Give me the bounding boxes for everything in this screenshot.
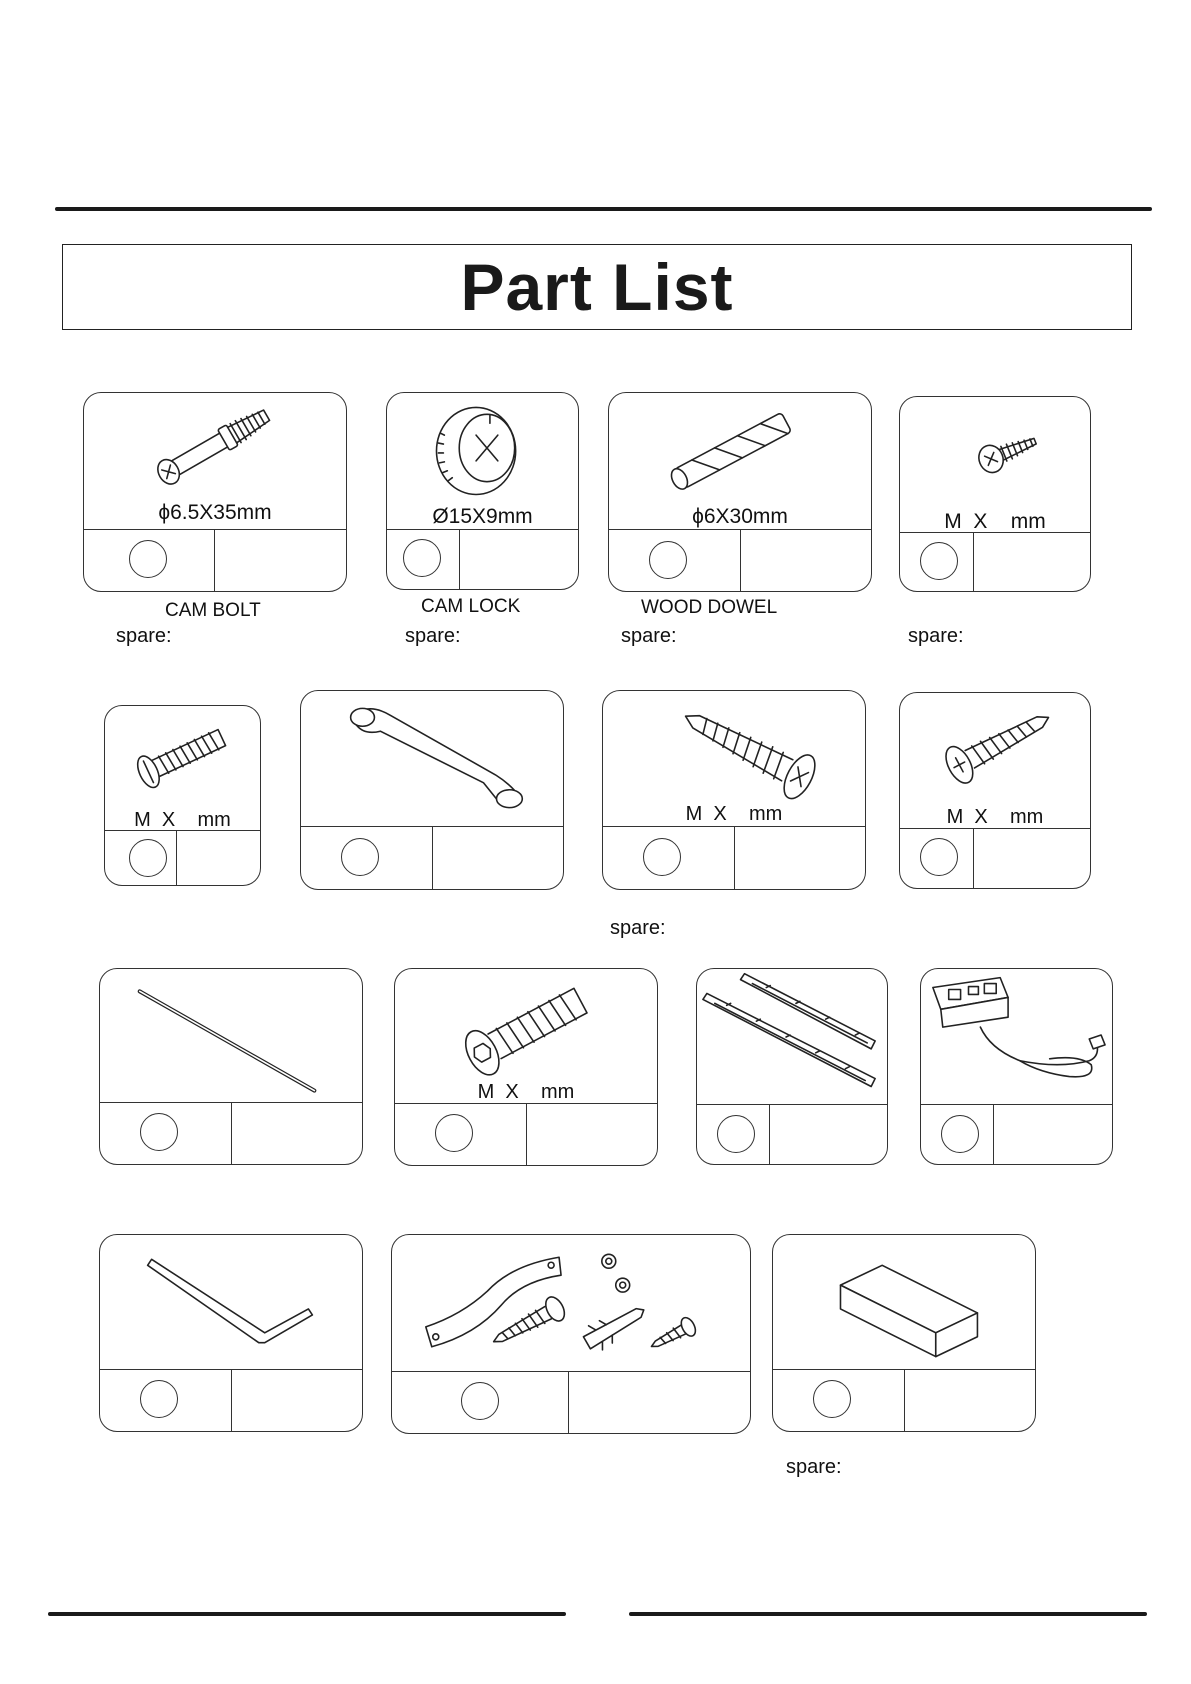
wood-dowel-icon [609, 393, 871, 503]
part-card-rod [99, 968, 363, 1165]
power-socket-icon [921, 969, 1112, 1107]
part-label: WOOD DOWEL [641, 597, 778, 618]
bottom-rule-left [48, 1612, 566, 1616]
part-card-handle [300, 690, 564, 890]
wood-screw-icon [900, 693, 1090, 803]
part-spec: M X mm [685, 803, 783, 825]
part-card-drawer-slide [696, 968, 888, 1165]
part-spec: ϕ6X30mm [692, 505, 788, 528]
part-qty-row [609, 529, 871, 591]
part-qty-row [84, 529, 346, 591]
part-qty-row [100, 1102, 362, 1164]
part-number-circle [140, 1380, 178, 1418]
title-box [62, 244, 1132, 330]
part-qty-row [105, 830, 260, 885]
part-qty-row [900, 828, 1090, 888]
part-card-small-screw [899, 396, 1091, 592]
part-qty-row [603, 826, 865, 889]
part-card-wood-screw-large [602, 690, 866, 890]
part-number-circle [717, 1115, 755, 1153]
part-qty-row [697, 1104, 887, 1164]
part-number-circle [920, 838, 958, 876]
part-card-wall-anchor-kit [391, 1234, 751, 1434]
spare-note: spare: [786, 1456, 842, 1478]
spare-note: spare: [621, 625, 677, 647]
spare-note: spare: [610, 917, 666, 939]
top-rule [55, 207, 1152, 211]
cam-lock-icon [387, 393, 578, 503]
part-spec: M X mm [134, 809, 231, 831]
spare-note: spare: [405, 625, 461, 647]
spare-note: spare: [116, 625, 172, 647]
part-number-circle [920, 542, 958, 580]
part-card-wood-dowel [608, 392, 872, 592]
part-number-circle [941, 1115, 979, 1153]
part-number-circle [435, 1114, 473, 1152]
part-card-machine-screw [104, 705, 261, 886]
part-label: CAM BOLT [165, 600, 261, 621]
part-number-circle [140, 1113, 178, 1151]
part-card-cam-lock [386, 392, 579, 590]
part-number-circle [643, 838, 681, 876]
part-spec: M X mm [477, 1081, 575, 1103]
part-spec: Ø15X9mm [432, 505, 533, 528]
part-label: CAM LOCK [421, 596, 521, 617]
part-number-circle [129, 839, 167, 877]
part-spec: M X mm [944, 510, 1046, 533]
part-card-allen-key [99, 1234, 363, 1432]
cam-bolt-icon [84, 393, 346, 498]
part-number-circle [649, 541, 687, 579]
wood-screw-icon [603, 691, 865, 801]
part-card-power-socket [920, 968, 1113, 1165]
wall-anchor-kit-icon [392, 1235, 750, 1373]
part-number-circle [403, 539, 441, 577]
part-qty-row [100, 1369, 362, 1431]
part-spec: M X mm [946, 806, 1044, 828]
drawer-slide-icon [697, 969, 887, 1107]
machine-screw-icon [105, 706, 260, 806]
page-title: Part List [460, 250, 734, 324]
part-qty-row [773, 1369, 1035, 1431]
part-card-cam-bolt [83, 392, 347, 592]
part-number-circle [461, 1382, 499, 1420]
part-card-wood-block [772, 1234, 1036, 1432]
part-card-wood-screw-medium [899, 692, 1091, 889]
rod-icon [100, 969, 362, 1105]
part-qty-row [921, 1104, 1112, 1164]
part-number-circle [341, 838, 379, 876]
part-number-circle [813, 1380, 851, 1418]
hex-bolt-icon [395, 969, 657, 1079]
part-card-hex-bolt [394, 968, 658, 1166]
part-spec: ϕ6.5X35mm [158, 501, 272, 524]
handle-icon [301, 691, 563, 827]
part-qty-row [395, 1103, 657, 1165]
part-qty-row [900, 532, 1090, 591]
part-number-circle [129, 540, 167, 578]
bottom-rule-right [629, 1612, 1147, 1616]
wood-block-icon [773, 1235, 1035, 1373]
part-qty-row [387, 529, 578, 589]
spare-note: spare: [908, 625, 964, 647]
part-qty-row [301, 826, 563, 889]
part-qty-row [392, 1371, 750, 1433]
allen-key-icon [100, 1235, 362, 1373]
small-screw-icon [900, 397, 1090, 507]
